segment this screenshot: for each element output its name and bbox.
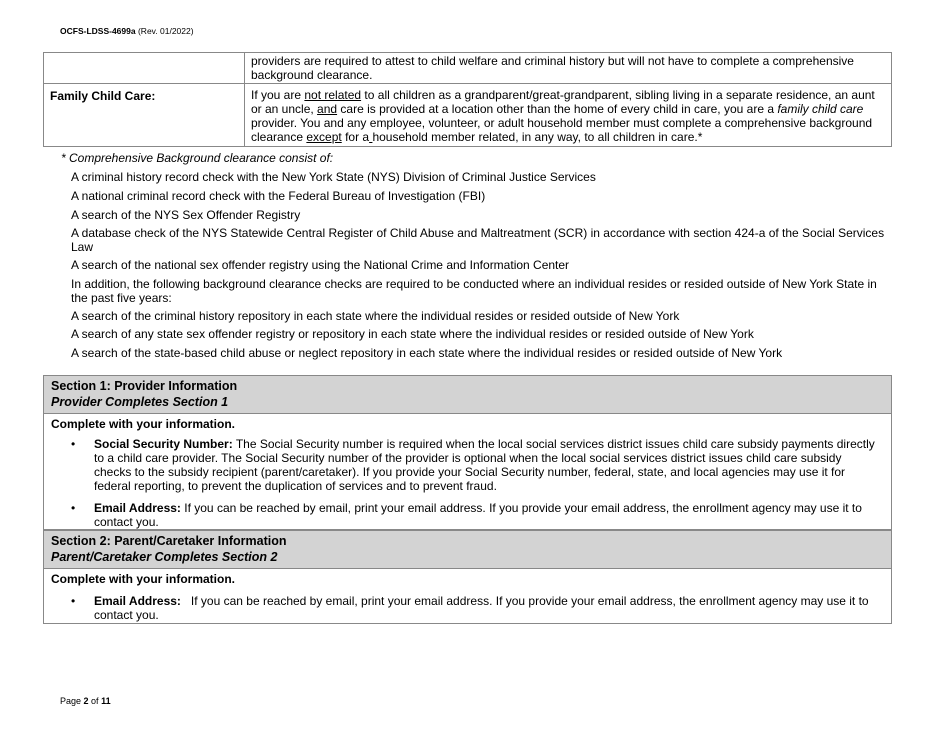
bullet-icon: • xyxy=(71,594,76,608)
email-label: Email Address: xyxy=(94,501,181,515)
email-text: If you can be reached by email, print your email address. If you provide your email address, the enrollment agency may use it to contact you. xyxy=(94,594,872,622)
clearance-item: A database check of the NYS Statewide Central Register of Child Abuse and Maltreatment (SCR) in accordance with section 424-a of the Social Services Law xyxy=(71,226,885,254)
clearance-item: A national criminal record check with the Federal Bureau of Investigation (FBI) xyxy=(71,189,486,203)
clearance-item: A search of the national sex offender registry using the National Crime and Information Center xyxy=(71,258,570,272)
section-2-parent-caretaker-information xyxy=(43,530,892,624)
section-2-instruction: Complete with your information. xyxy=(51,572,236,586)
ssn-label: Social Security Number: xyxy=(94,437,233,451)
form-id: OCFS-LDSS-4699a xyxy=(60,26,136,36)
list-item xyxy=(71,594,881,622)
clearance-item: A search of any state sex offender registry or repository in each state where the individual resides or resided outside of New York xyxy=(71,327,754,341)
row1-label-cell xyxy=(44,53,245,84)
form-header xyxy=(60,26,194,36)
ssn-text: The Social Security number is required when the local social services district issues child care subsidy payments directly to a child care provider. The Social Security number of the provider is optional when the local social services district issues child care subsidy checks to the subsidy recipient (parent/caretaker). If you provide your Social Security number, federal, state, and local agencies may use it for federal reporting, to prevent the duplication of services and to prevent fraud. xyxy=(94,437,875,493)
section-1-bullets xyxy=(44,437,891,531)
clearance-item: In addition, the following background clearance checks are required to be conducted where an individual resides or resided outside of New York State in the past five years: xyxy=(71,277,877,305)
list-item xyxy=(71,437,881,493)
section-2-bullets xyxy=(44,594,891,624)
family-child-care-text: If you are not related to all children as a grandparent/great-grandparent, sibling living in a separate residence, an aunt or an uncle, and care is provided at a location other than the home of every child in care, you are a family child care provider. You and any employee, volunteer, or adult household member must complete a comprehensive background clearance except for a household member related, in any way, to all children in care.* xyxy=(245,84,892,147)
background-clearance-note: * Comprehensive Background clearance consist of: xyxy=(61,151,334,165)
clearance-item: A criminal history record check with the New York State (NYS) Division of Criminal Justice Services xyxy=(71,170,596,184)
section-2-title: Section 2: Parent/Caretaker Information xyxy=(51,534,287,548)
email-text: If you can be reached by email, print your email address. If you provide your email address, the enrollment agency may use it to contact you. xyxy=(94,501,862,529)
section-1-provider-information xyxy=(43,375,892,530)
provider-type-table xyxy=(43,52,892,147)
table-row xyxy=(44,84,892,147)
section-1-instruction: Complete with your information. xyxy=(51,417,236,431)
clearance-item: A search of the state-based child abuse or neglect repository in each state where the individual resides or resided outside of New York xyxy=(71,346,783,360)
family-child-care-label: Family Child Care: xyxy=(44,84,245,147)
page-number: Page 2 of 11 xyxy=(60,696,111,706)
section-1-subtitle: Provider Completes Section 1 xyxy=(51,395,229,409)
section-2-subtitle: Parent/Caretaker Completes Section 2 xyxy=(51,550,278,564)
bullet-icon: • xyxy=(71,437,76,451)
bullet-icon: • xyxy=(71,501,76,515)
email-label: Email Address: xyxy=(94,594,181,608)
form-revision: (Rev. 01/2022) xyxy=(137,26,194,36)
row1-text: providers are required to attest to child welfare and criminal history but will not have to complete a comprehensive background clearance. xyxy=(245,53,892,84)
section-2-header xyxy=(44,531,891,569)
list-item xyxy=(71,501,881,529)
clearance-item: A search of the criminal history repository in each state where the individual resides or resided outside of New York xyxy=(71,309,680,323)
section-1-header xyxy=(44,376,891,414)
section-1-title: Section 1: Provider Information xyxy=(51,379,238,393)
clearance-item: A search of the NYS Sex Offender Registry xyxy=(71,208,301,222)
table-row xyxy=(44,53,892,84)
